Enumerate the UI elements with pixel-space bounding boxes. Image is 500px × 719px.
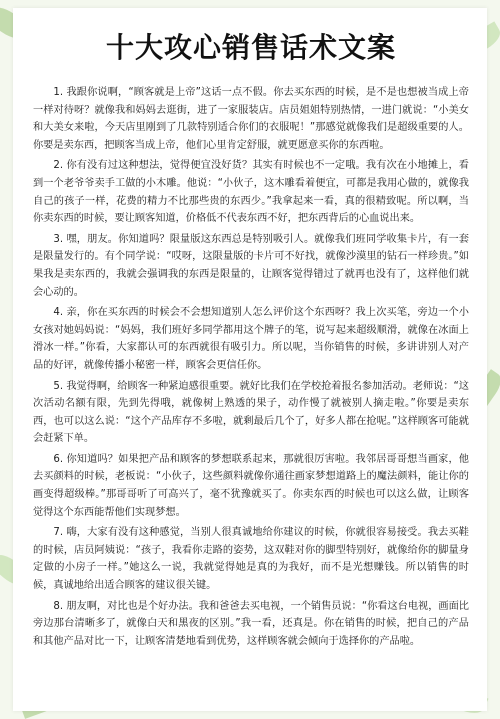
- paragraph-8: 8. 朋友啊，对比也是个好办法。我和爸爸去买电视，一个销售员说：“你看这台电视，画面比旁边那台清晰多了，就像白天和黑夜的区别。”我一看，还真是。你在销售的时候，把自己的产品和其他产品对比一下，让顾客清楚地看到优势，这样顾客就会倾向于选择你的产品啦。: [33, 600, 469, 647]
- paragraph-1: 1. 我跟你说啊，“顾客就是上帝”这话一点不假。你去买东西的时候，是不是也想被当成上帝一样对待呀？就像我和妈妈去逛街，进了一家服装店。店员姐姐特别热情，一进门就说：“小美女和大美女来啦，今天店里刚到了几款特别适合你们的衣服呢！”那感觉就像我们是超级重要的人。你要是卖东西，把顾客当成上帝，他们心里肯定舒服，就更愿意买你的东西啦。: [33, 87, 469, 151]
- paragraph-2: 2. 你有没有过这种想法，觉得便宜没好货？其实有时候也不一定哦。我有次在小地摊上，看到一个老爷爷卖手工做的小木雕。他说：“小伙子，这木雕看着便宜，可都是我用心做的，就像我自己的孩子一样，花费的精力不比那些贵的东西少。”我拿起来一看，真的很精致呢。所以啊，当你卖东西的时候，要让顾客知道，价格低不代表东西不好，把东西背后的心血说出来。: [33, 160, 469, 225]
- paragraph-4: 4. 亲，你在买东西的时候会不会想知道别人怎么评价这个东西呀？我上次买笔，旁边一个小女孩对她妈妈说：“妈妈，我们班好多同学都用这个牌子的笔，说写起来超级顺滑，就像在冰面上滑冰一样。”你看，大家都认可的东西就很有吸引力。所以呢，当你销售的时候，多讲讲别人对产品的好评，就像传播小秘密一样，顾客会更信任你。: [33, 307, 469, 371]
- paragraph-7: 7. 嗨，大家有没有这种感觉，当别人很真诚地给你建议的时候，你就很容易接受。我去买鞋的时候，店员阿姨说：“孩子，我看你走路的姿势，这双鞋对你的脚型特别好，就像给你的脚量身定做的小房子一样。”她这么一说，我就觉得她是真的为我好，而不是光想赚钱。所以销售的时候，真诚地给出适合顾客的建议很关键。: [33, 527, 469, 592]
- document-page: [13, 8, 487, 711]
- document-title: 十大攻心销售话术文案: [105, 31, 396, 64]
- paragraph-5: 5. 我觉得啊，给顾客一种紧迫感很重要。就好比我们在学校抢着报名参加活动。老师说：“这次活动名额有限，先到先得哦，就像树上熟透的果子，动作慢了就被别人摘走啦。”你要是卖东西，也可以这么说：“这个产品库存不多啦，就剩最后几个了，好多人都在抢呢。”这样顾客可能就会赶紧下单。: [33, 380, 469, 445]
- paragraph-3: 3. 嘿，朋友。你知道吗？限量版这东西总是特别吸引人。就像我们班同学收集卡片，有一套是限量发行的。有个同学说：“哎呀，这限量版的卡片可不好找，就像沙漠里的钻石一样珍贵。”如果我是卖东西的，我就会强调我的东西是限量的，让顾客觉得错过了就再也没有了，这样他们就会心动的。: [33, 233, 469, 298]
- paragraph-6: 6. 你知道吗？如果把产品和顾客的梦想联系起来，那就很厉害啦。我邻居哥哥想当画家，他去买颜料的时候，老板说：“小伙子，这些颜料就像你通往画家梦想道路上的魔法颜料，能让你的画变得超级棒。”那哥哥听了可高兴了，毫不犹豫就买了。你卖东西的时候也可以这么做，让顾客觉得这个东西能帮他们实现梦想。: [33, 453, 469, 518]
